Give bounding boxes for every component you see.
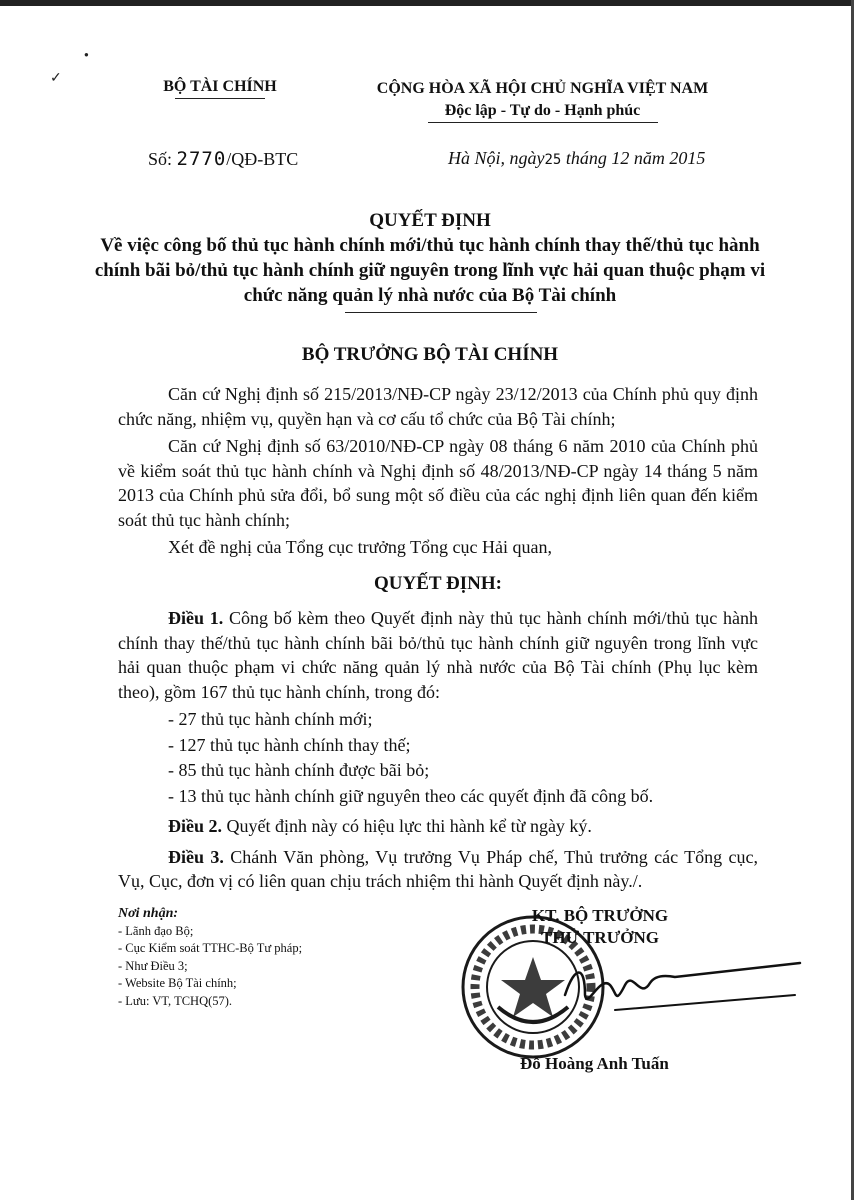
signature-line-1: KT. BỘ TRƯỞNG (531, 906, 669, 925)
national-header (350, 78, 735, 123)
article-3 (118, 845, 758, 894)
country-name: CỘNG HÒA XÃ HỘI CHỦ NGHĨA VIỆT NAM (376, 80, 709, 97)
preamble-1: Căn cứ Nghị định số 215/2013/NĐ-CP ngày 23/12/2013 của Chính phủ quy định chức năng, nhiệm vụ, quyền hạn và cơ cấu tổ chức của Bộ Tài chính; (118, 384, 758, 429)
recipient-item: - Lưu: VT, TCHQ(57). (118, 993, 233, 1008)
article-3-label: Điều 3. (168, 846, 224, 867)
handwritten-signature (555, 955, 805, 1015)
article-1-label: Điều 1. (168, 608, 224, 628)
place-date-part1: Hà Nội, ngày (448, 148, 545, 168)
handwritten-day: 25 (544, 152, 562, 168)
national-motto: Độc lập - Tự do - Hạnh phúc (428, 100, 658, 123)
preamble-2: Căn cứ Nghị định số 63/2010/NĐ-CP ngày 08 tháng 6 năm 2010 của Chính phủ về kiểm soát thủ tục hành chính và Nghị định số 48/2013/NĐ-CP ngày 14 tháng 5 năm 2013 của Chính phủ sửa đổi, bổ sung một số điều của các nghị định liên quan đến kiểm soát thủ tục hành chính; (118, 436, 758, 530)
list-item: - 13 thủ tục hành chính giữ nguyên theo các quyết định đã công bố. (168, 785, 654, 806)
list-item: - 127 thủ tục hành chính thay thế; (168, 734, 411, 755)
article-1-list (118, 707, 758, 808)
recipients-block (118, 905, 418, 1010)
list-item: - 27 thủ tục hành chính mới; (168, 709, 373, 729)
number-prefix: Số: (148, 149, 173, 169)
article-3-text: Chánh Văn phòng, Vụ trưởng Vụ Pháp chế, Thủ trưởng các Tổng cục, Vụ, Cục, đơn vị có liên quan chịu trách nhiệm thi hành Quyết định này./. (118, 846, 759, 891)
article-2-text: Quyết định này có hiệu lực thi hành kể từ ngày ký. (226, 816, 592, 836)
handwritten-number: 2770 (176, 148, 227, 170)
title-subject: Về việc công bố thủ tục hành chính mới/thủ tục hành chính thay thế/thủ tục hành chính bãi bỏ/thủ tục hành chính giữ nguyên trong lĩnh vực hải quan thuộc phạm vi chức năng quản lý nhà nước của Bộ Tài chính (94, 235, 766, 306)
document-number (148, 148, 298, 170)
article-1-text: Công bố kèm theo Quyết định này thủ tục hành chính mới/thủ tục hành chính thay thế/thủ tục hành chính bãi bỏ/thủ tục hành chính giữ nguyên trong lĩnh vực hải quan thuộc phạm vi chức năng quản lý nhà nước của Bộ Tài chính (Phụ lục kèm theo), gồm 167 thủ tục hành chính, trong đó: (118, 608, 759, 702)
agency-name: BỘ TÀI CHÍNH (163, 78, 277, 95)
preamble-3: Xét đề nghị của Tổng cục trưởng Tổng cục Hải quan, (168, 537, 553, 557)
scan-mark: ✓ (50, 71, 62, 86)
title-rule (345, 312, 537, 313)
article-1 (118, 606, 758, 704)
place-date-part2: tháng 12 năm 2015 (565, 148, 706, 168)
list-item: - 85 thủ tục hành chính được bãi bỏ; (168, 760, 430, 780)
recipients-label: Nơi nhận: (118, 906, 179, 921)
recipient-item: - Website Bộ Tài chính; (118, 976, 237, 990)
signer-name: Đỗ Hoàng Anh Tuấn (520, 1054, 669, 1073)
decision-title (90, 208, 770, 308)
agency-underline (175, 98, 265, 99)
issuing-authority: BỘ TRƯỞNG BỘ TÀI CHÍNH (301, 344, 559, 365)
signature-line-2: THỨ TRƯỞNG (541, 928, 659, 947)
signature-title (500, 905, 700, 949)
place-date (448, 148, 705, 169)
agency-header (120, 78, 320, 99)
article-2-label: Điều 2. (168, 816, 222, 836)
scan-border-top (0, 0, 854, 6)
recipient-item: - Cục Kiểm soát TTHC-Bộ Tư pháp; (118, 941, 303, 955)
number-suffix: /QĐ-BTC (226, 149, 299, 169)
article-2 (118, 814, 758, 839)
decision-heading: QUYẾT ĐỊNH: (374, 572, 502, 594)
document-body (118, 382, 758, 897)
scan-dot: ● (84, 50, 89, 59)
recipient-item: - Lãnh đạo Bộ; (118, 923, 194, 938)
title-heading: QUYẾT ĐỊNH (369, 210, 491, 231)
recipient-item: - Như Điều 3; (118, 958, 188, 973)
